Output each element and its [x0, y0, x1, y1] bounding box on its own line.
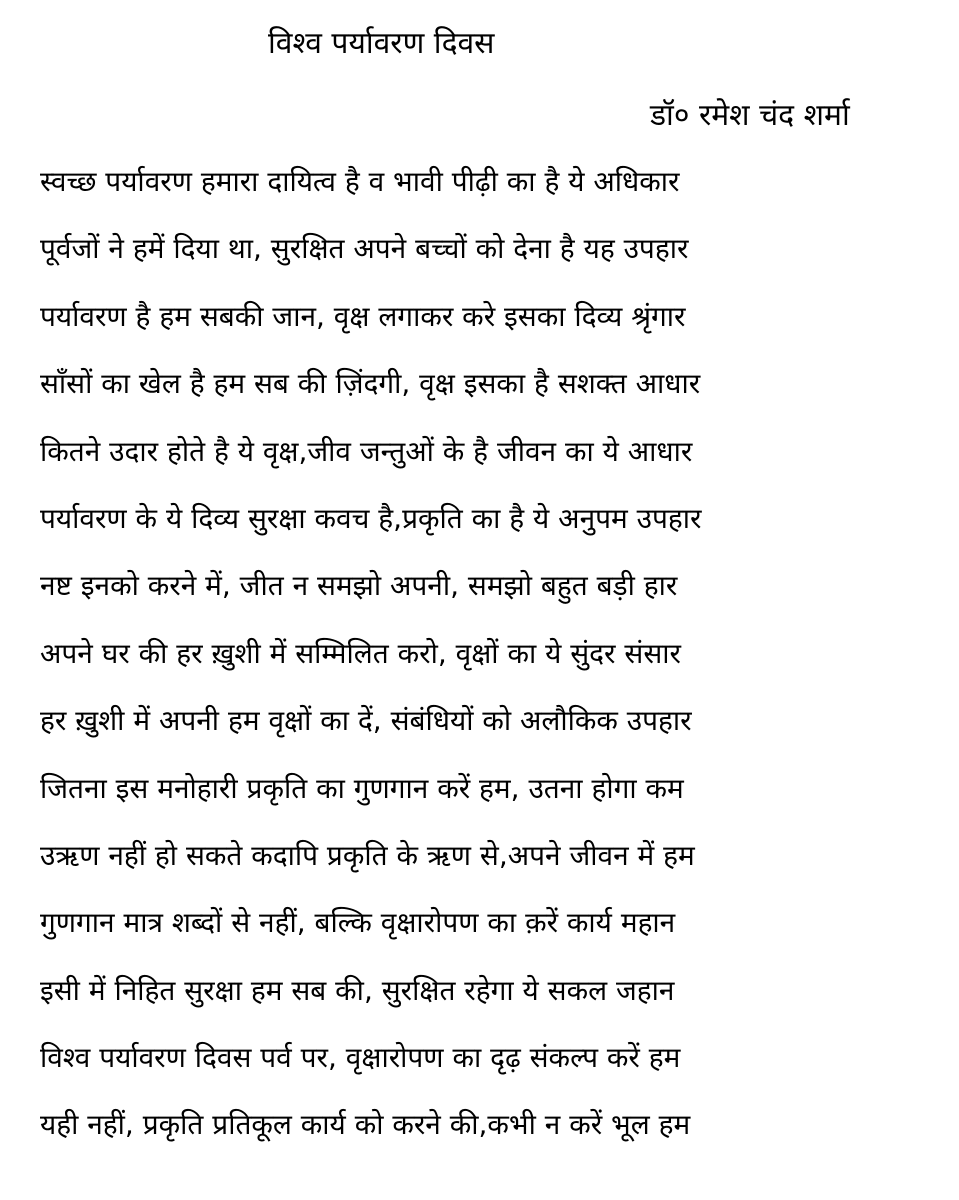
poem-line: उऋण नहीं हो सकते कदापि प्रकृति के ऋण से,अपने जीवन में हम [40, 838, 695, 872]
poem-line: इसी में निहित सुरक्षा हम सब की, सुरक्षित रहेगा ये सकल जहान [40, 973, 675, 1007]
poem-line: अपने घर की हर ख़ुशी में सम्मिलित करो, वृक्षों का ये सुंदर संसार [40, 636, 681, 670]
poem-line: यही नहीं, प्रकृति प्रतिकूल कार्य को करने की,कभी न करें भूल हम [40, 1108, 691, 1142]
poem-line: पूर्वजों ने हमें दिया था, सुरक्षित अपने बच्चों को देना है यह उपहार [40, 232, 689, 266]
poem-line: विश्व पर्यावरण दिवस पर्व पर, वृक्षारोपण का दृढ़ संकल्प करें हम [40, 1041, 681, 1075]
poem-line: स्वच्छ पर्यावरण हमारा दायित्व है व भावी पीढ़ी का है ये अधिकार [40, 165, 680, 198]
poem-line: हर ख़ुशी में अपनी हम वृक्षों का दें, संबंधियों को अलौकिक उपहार [40, 704, 692, 738]
poem-line: साँसों का खेल है हम सब की ज़िंदगी, वृक्ष इसका है सशक्त आधार [40, 367, 701, 401]
poem-line: नष्ट इनको करने में, जीत न समझो अपनी, समझो बहुत बड़ी हार [40, 569, 678, 603]
poem-line: गुणगान मात्र शब्दों से नहीं, बल्कि वृक्षारोपण का क़रें कार्य महान [40, 906, 676, 940]
poem-line: पर्यावरण है हम सबकी जान, वृक्ष लगाकर करे इसका दिव्य श्रृंगार [40, 299, 686, 333]
poem-author: डॉ० रमेश चंद शर्मा [650, 98, 850, 133]
poem-body [40, 160, 935, 1171]
poem-line: जितना इस मनोहारी प्रकृति का गुणगान करें हम, उतना होगा कम [40, 771, 684, 805]
poem-line: पर्यावरण के ये दिव्य सुरक्षा कवच है,प्रकृति का है ये अनुपम उपहार [40, 501, 702, 535]
poem-line: कितने उदार होते है ये वृक्ष,जीव जन्तुओं के है जीवन का ये आधार [40, 434, 693, 468]
poem-title: विश्व पर्यावरण दिवस [268, 26, 495, 61]
